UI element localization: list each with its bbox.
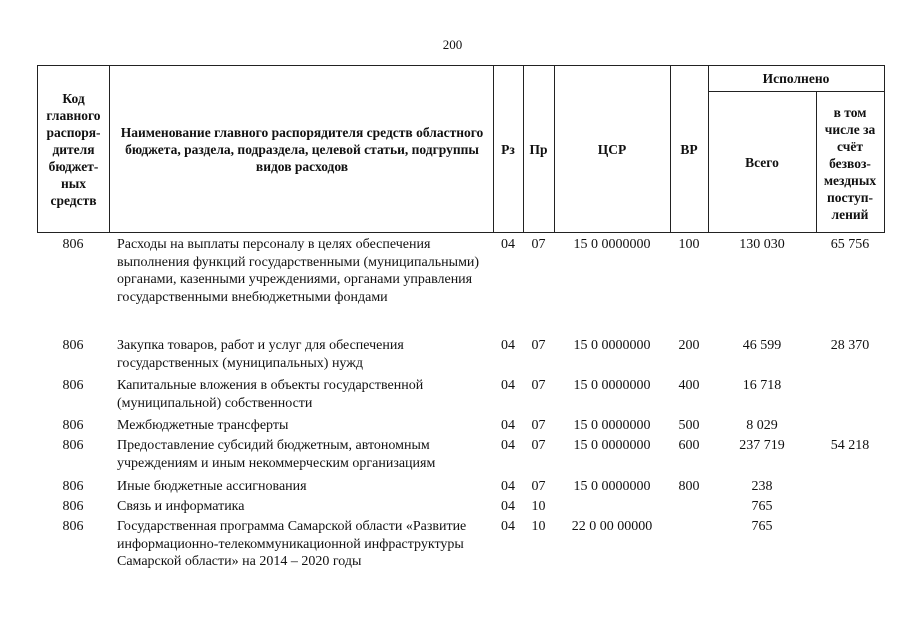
row-total: 16 718 [742,378,782,393]
row-vr: 600 [678,438,700,453]
row-total: 130 030 [739,237,785,252]
row-pr: 07 [531,418,546,433]
row-csr: 15 0 0000000 [573,438,651,453]
header-total: Всего [745,154,779,170]
row-vr: 500 [678,418,700,433]
row-name: Закупка товаров, работ и услуг для обеспечения государственных (муниципальных) нужд [117,338,404,371]
header-pr: Пр [529,141,548,157]
row-pr: 07 [531,479,546,494]
row-rz: 04 [501,418,515,433]
row-total: 765 [751,519,773,534]
page-number: 200 [442,37,463,52]
row-rz: 04 [501,499,515,514]
row-code: 806 [62,499,84,514]
row-name: Капитальные вложения в объекты государственной (муниципальной) собственности [117,378,424,411]
row-code: 806 [62,338,84,353]
row-csr: 15 0 0000000 [573,237,651,252]
row-code: 806 [62,237,84,252]
row-rz: 04 [501,378,515,393]
row-code: 806 [62,438,84,453]
row-gratis: 28 370 [830,338,870,353]
header-csr: ЦСР [597,141,627,157]
row-pr: 10 [531,519,546,534]
row-rz: 04 [501,438,515,453]
row-name: Связь и информатика [117,499,245,514]
row-pr: 07 [531,338,546,353]
header-name: Наименование главного распорядителя средств областного бюджета, раздела, подраздела, целевой статьи, подгруппы видов расходов [120,124,484,174]
row-name: Иные бюджетные ассигнования [117,479,307,494]
row-pr: 07 [531,438,546,453]
row-csr: 22 0 00 00000 [571,519,653,534]
row-csr: 15 0 0000000 [573,479,651,494]
row-vr: 800 [678,479,700,494]
row-rz: 04 [501,237,515,252]
row-rz: 04 [501,479,515,494]
header-gratis: в том числе за счёт безвоз-мездных поступ-лений [823,104,877,222]
row-csr: 15 0 0000000 [573,338,651,353]
row-name: Предоставление субсидий бюджетным, автономным учреждениям и иным некоммерческим организациям [117,438,436,471]
row-vr: 400 [678,378,700,393]
row-csr: 15 0 0000000 [573,378,651,393]
row-code: 806 [62,479,84,494]
row-total: 8 029 [746,418,778,433]
row-pr: 07 [531,237,546,252]
row-code: 806 [62,378,84,393]
row-total: 238 [751,479,773,494]
row-vr: 200 [678,338,700,353]
row-rz: 04 [501,519,515,534]
header-rz: Рз [501,141,515,157]
row-vr: 100 [678,237,700,252]
row-total: 237 719 [739,438,785,453]
header-vr: ВР [680,141,698,157]
row-code: 806 [62,418,84,433]
header-executed: Исполнено [762,71,830,86]
row-total: 46 599 [742,338,782,353]
row-total: 765 [751,499,773,514]
row-name: Межбюджетные трансферты [117,418,289,433]
row-code: 806 [62,519,84,534]
row-name: Государственная программа Самарской области «Развитие информационно-телекоммуникационной инфраструктуры Самарской области» на 2014 – 2020 годы [117,519,467,569]
row-rz: 04 [501,338,515,353]
row-name: Расходы на выплаты персоналу в целях обеспечения выполнения функций государственными (муниципальными) органами, казенными учреждениями, органами управления государственными внебюджетными фондами [117,237,480,305]
row-pr: 07 [531,378,546,393]
header-code: Код главного распоря-дителя бюджет-ных средств [46,90,101,208]
row-pr: 10 [531,499,546,514]
row-gratis: 65 756 [830,237,870,252]
row-gratis: 54 218 [830,438,870,453]
row-csr: 15 0 0000000 [573,418,651,433]
